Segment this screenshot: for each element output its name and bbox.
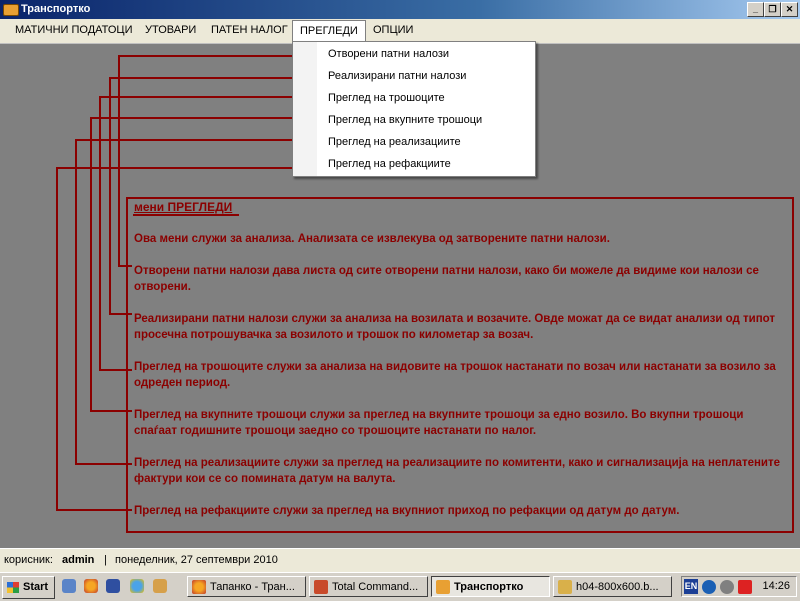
close-button[interactable]: ✕ <box>781 2 798 17</box>
menu-item-pregled-na-vkupnite-troshoci[interactable]: Преглед на вкупните трошоци <box>328 114 483 126</box>
menu-opcii[interactable]: ОПЦИИ <box>373 24 414 36</box>
status-separator: | <box>104 554 107 566</box>
dropdown-gutter <box>293 42 317 176</box>
task-transportko[interactable]: Транспортко <box>431 576 550 597</box>
internet-explorer-icon[interactable] <box>130 579 144 593</box>
menu-item-pregled-na-realizaciite[interactable]: Преглед на реализациите <box>328 136 461 148</box>
task-paint-file[interactable]: h04-800x600.b... <box>553 576 672 597</box>
user-name: admin <box>62 554 95 566</box>
menu-item-pregled-na-refakciite[interactable]: Преглед на рефакциите <box>328 158 451 170</box>
firefox-icon <box>192 580 206 594</box>
menu-item-otvoreni-patni-nalozi[interactable]: Отворени патни налози <box>328 48 450 60</box>
status-date: понеделник, 27 септември 2010 <box>115 554 278 566</box>
help-paragraph-realizirani: Реализирани патни налози служи за анализа на возилата и возачите. Овде можат да се видат анализи од типот просечна потрошувачка за возилото и трошок по километар за возач. <box>134 313 776 341</box>
help-paragraph-vkupni-troshoci: Преглед на вкупните трошоци служи за преглед на вкупните трошоци за едно возило. Во вкупни трошоци спаѓаат годишните трошоци заедно со трошоците настанати по налог. <box>134 409 744 437</box>
help-paragraph-refakcii: Преглед на рефакциите служи за преглед на вкупниот приход по рефакции од датум до датум. <box>134 505 680 517</box>
show-desktop-icon[interactable] <box>62 579 76 593</box>
menu-item-realizirani-patni-nalozi[interactable]: Реализирани патни налози <box>328 70 467 82</box>
total-commander-icon <box>314 580 328 594</box>
menu-paten-nalog[interactable]: ПАТЕН НАЛОГ <box>211 24 288 36</box>
menu-pregledi[interactable]: ПРЕГЛЕДИ <box>292 20 366 43</box>
clock[interactable]: 14:26 <box>762 580 790 592</box>
restore-button[interactable]: ❐ <box>764 2 781 17</box>
menu-maticni-podatoci[interactable]: МАТИЧНИ ПОДАТОЦИ <box>15 24 133 36</box>
network-icon[interactable] <box>720 580 734 594</box>
paint-icon <box>558 580 572 594</box>
task-tapanko[interactable]: Тапанко - Тран... <box>187 576 306 597</box>
menu-item-pregled-na-troshocite[interactable]: Преглед на трошоците <box>328 92 445 104</box>
bluetooth-icon[interactable] <box>702 580 716 594</box>
windows-logo-icon <box>7 582 19 593</box>
pregledi-dropdown <box>292 41 536 177</box>
menu-utovari[interactable]: УТОВАРИ <box>145 24 197 36</box>
start-button[interactable]: Start <box>2 576 55 599</box>
help-paragraph-otvoreni: Отворени патни налози дава листа од сите отворени патни налози, како би можеле да видиме кои налози се отворени. <box>134 265 759 293</box>
truck-icon <box>436 580 450 594</box>
help-paragraph-intro: Ова мени служи за анализа. Анализата се извлекува од затворените патни налози. <box>134 233 610 245</box>
help-heading: мени ПРЕГЛЕДИ <box>134 200 233 214</box>
task-total-commander[interactable]: Total Command... <box>309 576 428 597</box>
antivirus-icon[interactable] <box>738 580 752 594</box>
help-paragraph-troshoci: Преглед на трошоците служи за анализа на видовите на трошок настанати по возач или настанати за возило за одреден период. <box>134 361 776 389</box>
language-indicator[interactable]: EN <box>684 579 698 594</box>
firefox-icon[interactable] <box>84 579 98 593</box>
minimize-button[interactable]: _ <box>747 2 764 17</box>
status-bar <box>0 548 800 572</box>
help-paragraph-realizacii: Преглед на реализациите служи за преглед на реализациите по комитенти, како и сигнализација на неплатените фактури кои се со помината датум на валута. <box>134 457 781 485</box>
taskbar <box>0 572 800 601</box>
system-tray <box>681 576 797 597</box>
edit-icon[interactable] <box>153 579 167 593</box>
user-label: корисник: <box>4 554 53 566</box>
window-title: Транспортко <box>21 3 91 15</box>
save-icon[interactable] <box>106 579 120 593</box>
